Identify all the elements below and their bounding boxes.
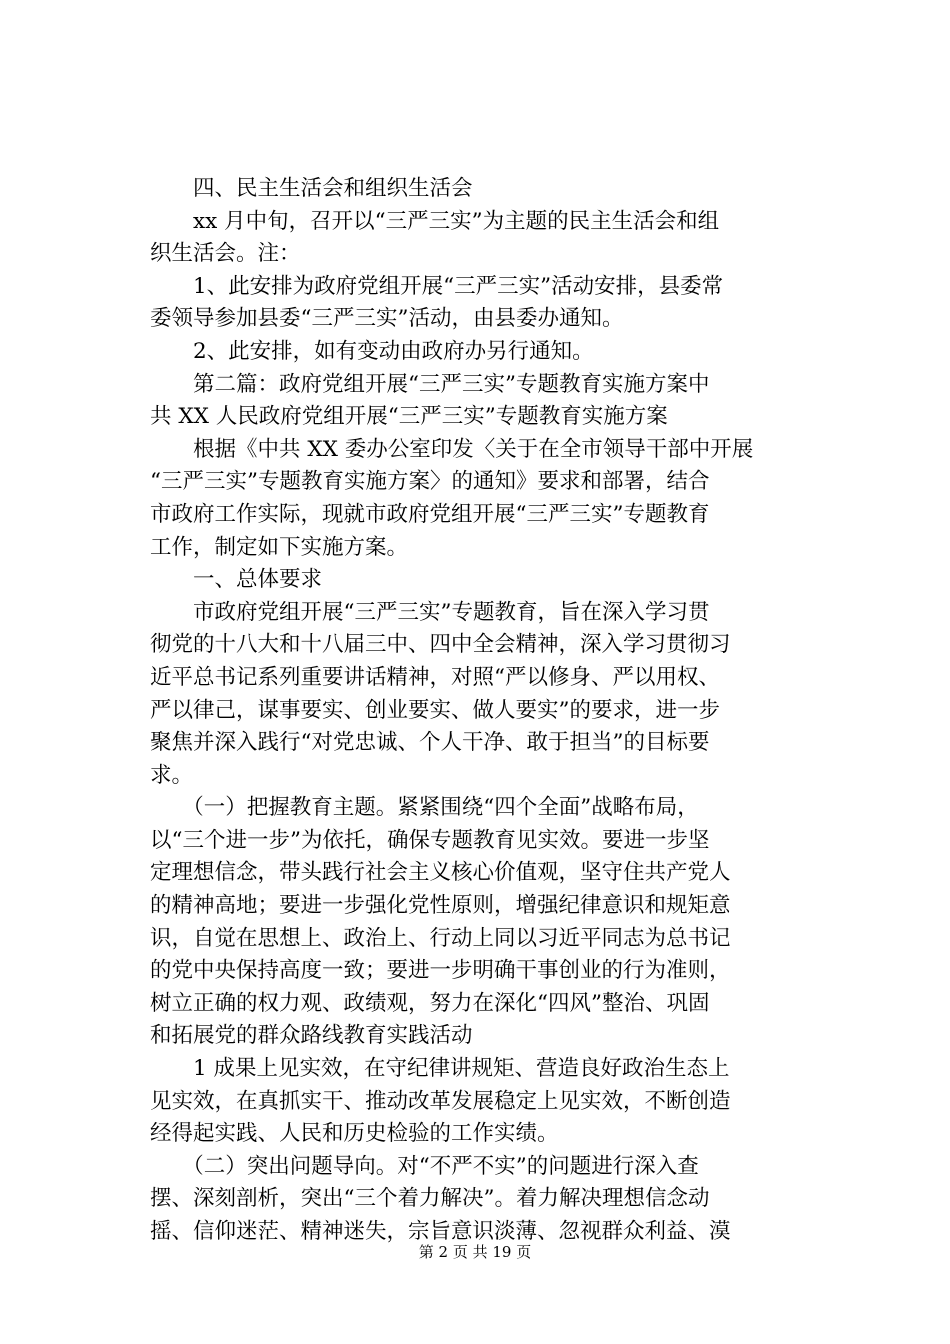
text-line: 严以律己，谋事要实、创业要实、做人要实”的要求，进一步 xyxy=(150,697,720,723)
text-line: 近平总书记系列重要讲话精神，对照“严以修身、严以用权、 xyxy=(150,664,720,690)
text-line: 2、此安排，如有变动由政府办另行通知。 xyxy=(150,338,594,364)
text-line: 根据《中共 XX 委办公室印发〈关于在全市领导干部中开展 xyxy=(150,436,754,462)
text-line: 聚焦并深入践行“对党忠诚、个人干净、敢于担当”的目标要 xyxy=(150,730,710,756)
text-line: 1、此安排为政府党组开展“三严三实”活动安排，县委常 xyxy=(150,273,724,299)
text-line: 摆、深刻剖析，突出“三个着力解决”。着力解决理想信念动 xyxy=(150,1186,710,1212)
text-line: “三严三实”专题教育实施方案〉的通知》要求和部署，结合 xyxy=(150,469,710,495)
text-line: 见实效，在真抓实干、推动改革发展稳定上见实效，不断创造 xyxy=(150,1088,731,1114)
text-line: 以“三个进一步”为依托，确保专题教育见实效。要进一步坚 xyxy=(150,827,710,853)
text-line: 求。 xyxy=(150,762,194,788)
page-number-footer: 第 2 页 共 19 页 xyxy=(418,1243,532,1261)
text-line: 工作，制定如下实施方案。 xyxy=(150,534,409,560)
text-line: 识，自觉在思想上、政治上、行动上同以习近平同志为总书记 xyxy=(150,925,731,951)
text-line: （二）突出问题导向。对“不严不实”的问题进行深入查 xyxy=(150,1153,699,1179)
document-body xyxy=(150,173,830,1249)
text-line: 和拓展党的群众路线教育实践活动 xyxy=(150,1023,473,1049)
text-line: 彻党的十八大和十八届三中、四中全会精神，深入学习贯彻习 xyxy=(150,632,731,658)
text-line: 1 成果上见实效，在守纪律讲规矩、营造良好政治生态上 xyxy=(150,1056,730,1082)
text-line: 四、民主生活会和组织生活会 xyxy=(150,176,473,201)
text-line: xx 月中旬，召开以“三严三实”为主题的民主生活会和组 xyxy=(150,208,720,234)
text-line: 一、总体要求 xyxy=(150,567,323,593)
text-line: 摇、信仰迷茫、精神迷失，宗旨意识淡薄、忽视群众利益、漠 xyxy=(150,1219,731,1244)
text-line: 的党中央保持高度一致；要进一步明确干事创业的行为准则， xyxy=(150,958,731,984)
text-line: 树立正确的权力观、政绩观，努力在深化“四风”整治、巩固 xyxy=(150,990,710,1016)
text-line: 市政府党组开展“三严三实”专题教育，旨在深入学习贯 xyxy=(150,599,710,625)
text-line: 织生活会。注： xyxy=(150,241,301,267)
text-line: 的精神高地；要进一步强化党性原则，增强纪律意识和规矩意 xyxy=(150,893,731,919)
text-line: （一）把握教育主题。紧紧围绕“四个全面”战略布局， xyxy=(150,795,699,821)
text-line: 定理想信念，带头践行社会主义核心价值观，坚守住共产党人 xyxy=(150,860,731,886)
text-line: 市政府工作实际，现就市政府党组开展“三严三实”专题教育 xyxy=(150,501,710,527)
text-line: 委领导参加县委“三严三实”活动，由县委办通知。 xyxy=(150,306,624,332)
text-line: 第二篇：政府党组开展“三严三实”专题教育实施方案中 xyxy=(150,371,710,397)
text-line: 经得起实践、人民和历史检验的工作实绩。 xyxy=(150,1121,559,1147)
text-line: 共 XX 人民政府党组开展“三严三实”专题教育实施方案 xyxy=(150,404,668,430)
